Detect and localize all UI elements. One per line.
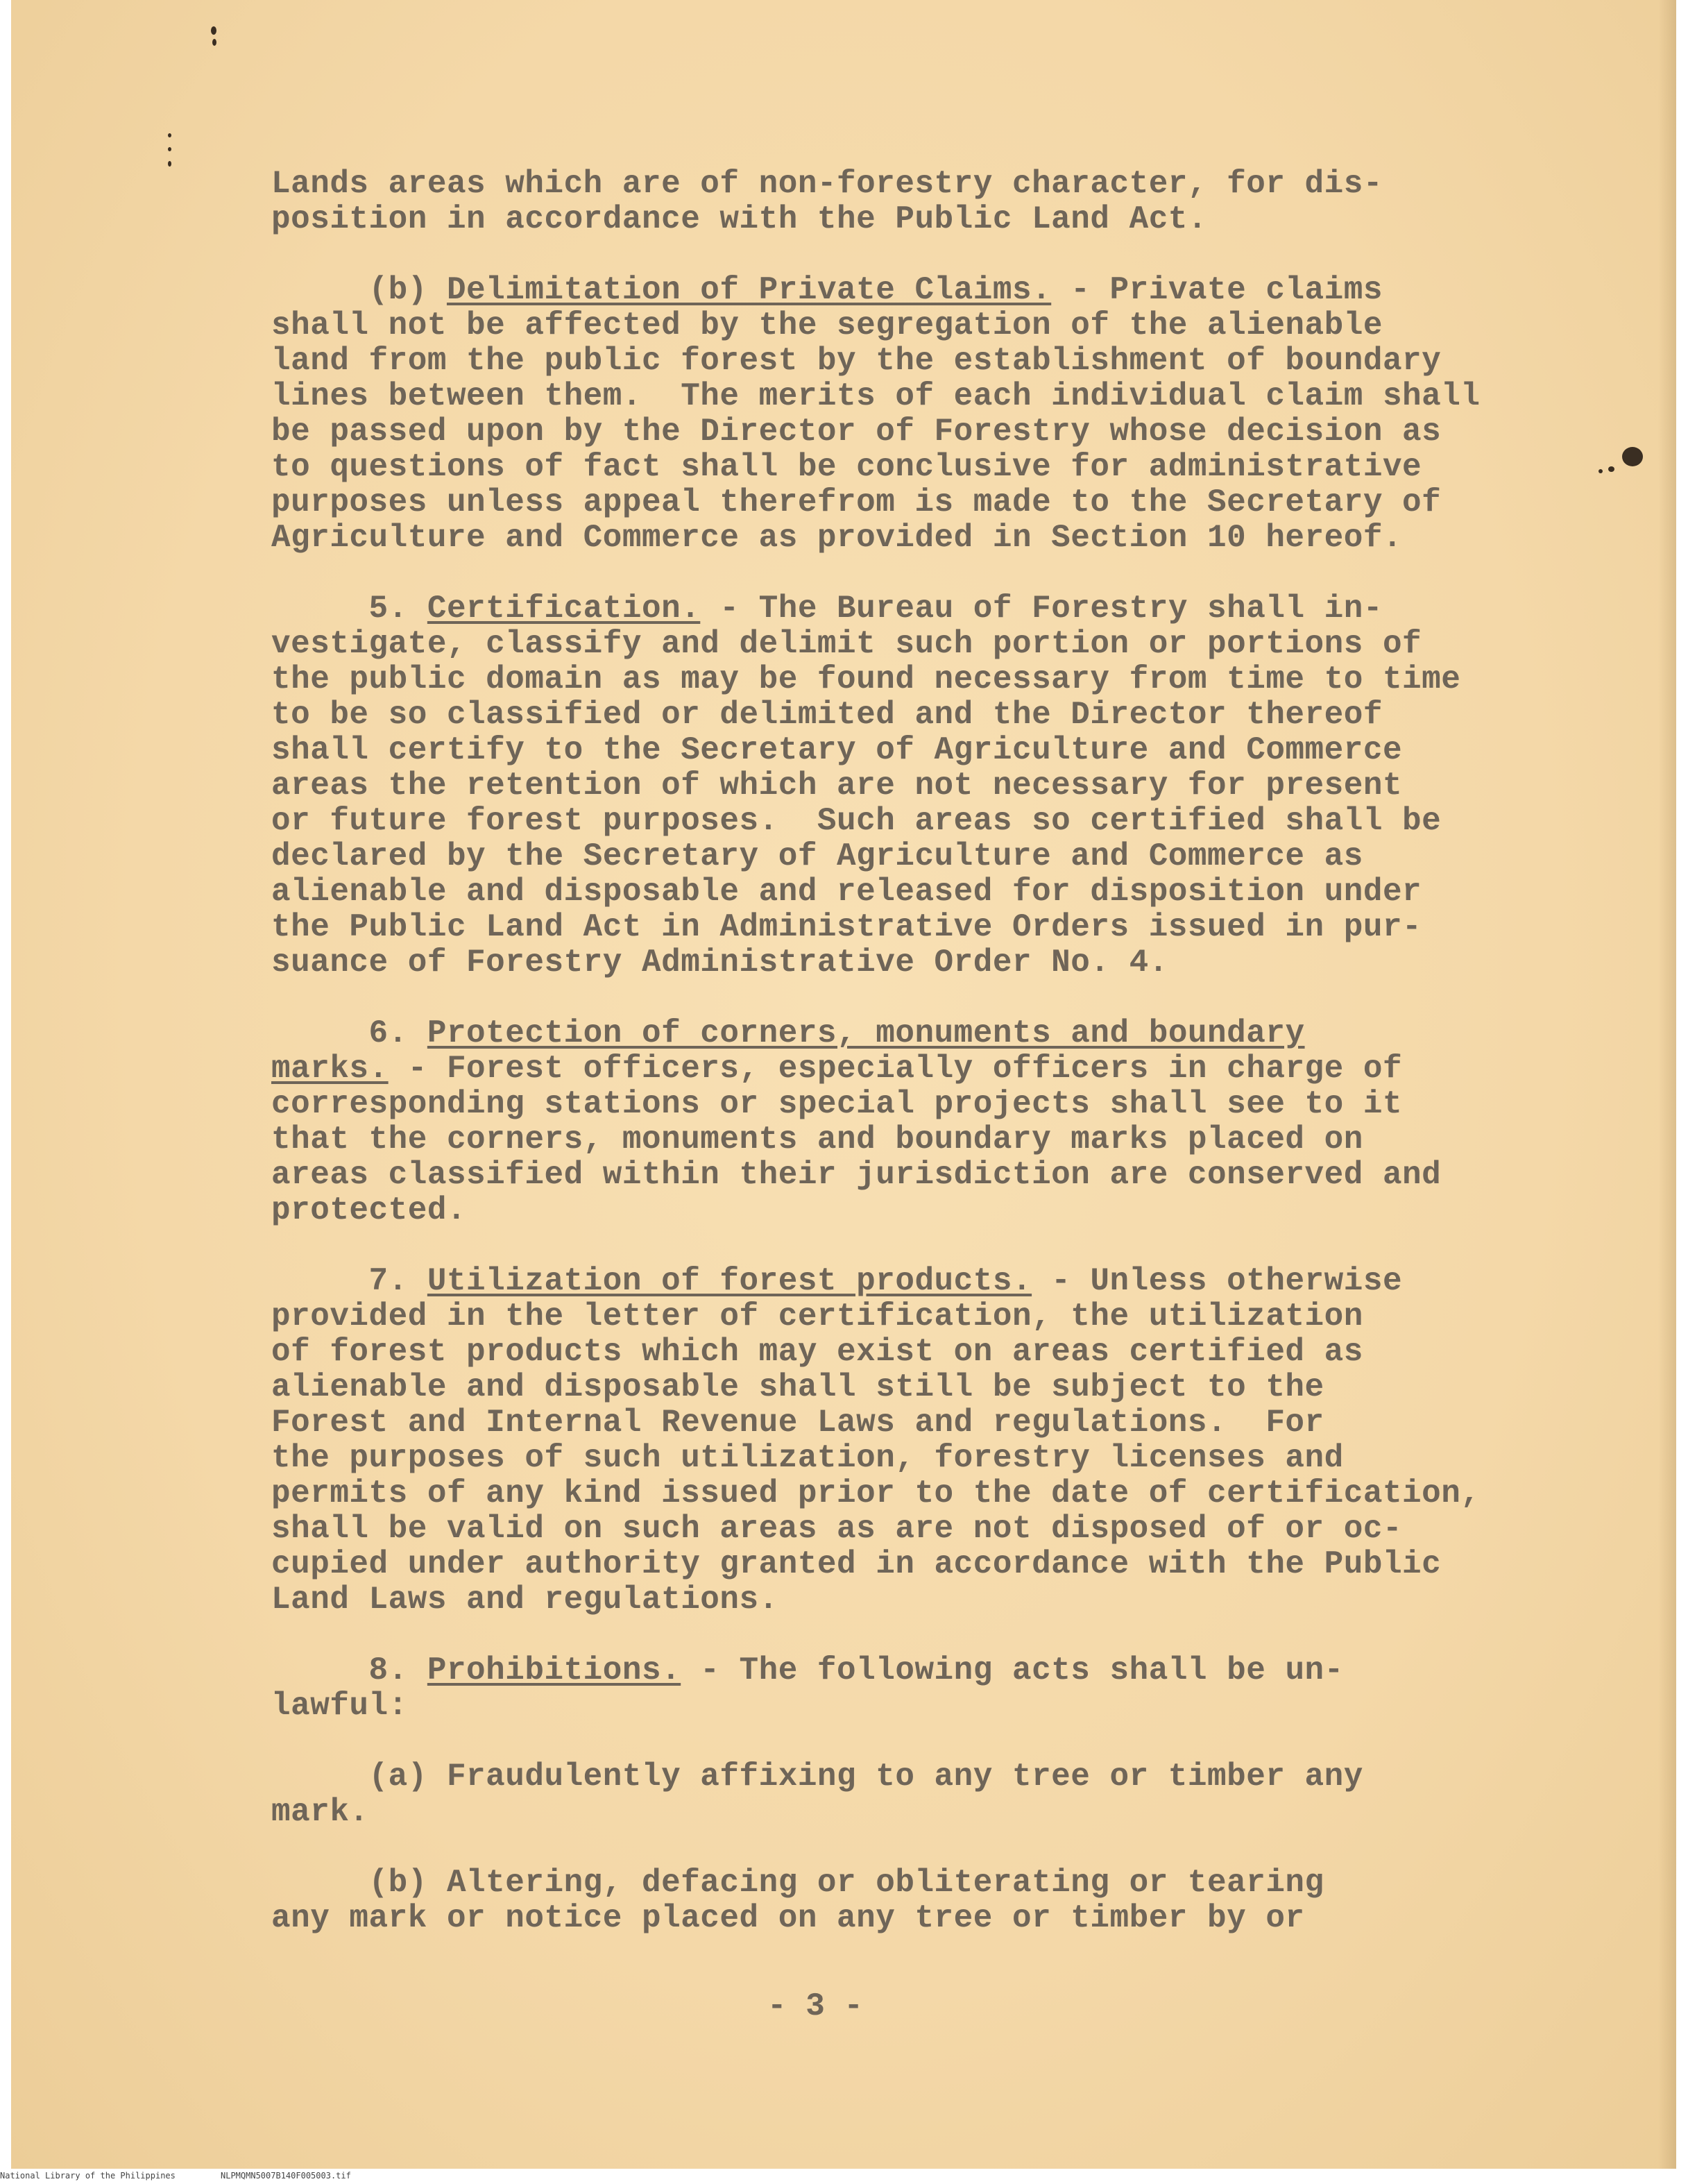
text-run: or future forest purposes. Such areas so certified shall be (271, 803, 1442, 839)
document-body-text (271, 167, 1589, 1936)
text-run: lawful: (271, 1688, 408, 1724)
scan-footer (0, 2171, 351, 2181)
text-line (271, 768, 1589, 804)
text-run: land from the public forest by the establishment of boundary (271, 343, 1442, 379)
text-run: Lands areas which are of non-forestry character, for dis- (271, 166, 1383, 202)
text-line (271, 627, 1589, 662)
text-run: corresponding stations or special projects shall see to it (271, 1086, 1403, 1122)
paragraph (271, 591, 1589, 981)
text-run: - Private claims (1051, 272, 1383, 308)
text-line (271, 1901, 1589, 1936)
section-heading: Protection of corners, monuments and boundary (427, 1015, 1305, 1051)
text-run: of forest products which may exist on areas certified as (271, 1334, 1363, 1370)
paragraph (271, 1264, 1589, 1618)
section-heading: Utilization of forest products. (427, 1263, 1032, 1299)
text-run: purposes unless appeal therefrom is made to the Secretary of (271, 484, 1442, 520)
text-run: cupied under authority granted in accordance with the Public (271, 1546, 1442, 1582)
text-line (271, 733, 1589, 768)
text-run: Agriculture and Commerce as provided in Section 10 hereof. (271, 520, 1403, 556)
text-line (271, 308, 1589, 344)
ink-speck (1599, 469, 1603, 473)
text-line (271, 167, 1589, 202)
document-page (11, 0, 1676, 2169)
text-run: that the corners, monuments and boundary marks placed on (271, 1121, 1363, 1158)
text-line (271, 910, 1589, 945)
text-run: areas classified within their jurisdiction are conserved and (271, 1157, 1442, 1193)
text-run: the Public Land Act in Administrative Orders issued in pur- (271, 909, 1422, 945)
text-line (271, 202, 1589, 237)
text-line (271, 697, 1589, 733)
text-line (271, 1476, 1589, 1512)
ink-speck (212, 39, 216, 46)
text-run: to questions of fact shall be conclusive for administrative (271, 449, 1422, 485)
text-line (271, 1016, 1589, 1051)
text-run: be passed upon by the Director of Forestry whose decision as (271, 414, 1442, 450)
paragraph-gap (271, 981, 1589, 1016)
text-line (271, 804, 1589, 839)
paragraph-gap (271, 237, 1589, 273)
paragraph-gap (271, 556, 1589, 591)
footer-organization: National Library of the Philippines (0, 2171, 176, 2181)
text-line (271, 1264, 1589, 1299)
text-line (271, 1759, 1589, 1795)
text-run: areas the retention of which are not necessary for present (271, 768, 1403, 804)
text-run: provided in the letter of certification, the utilization (271, 1298, 1363, 1335)
text-run: alienable and disposable and released for disposition under (271, 874, 1422, 910)
text-run: declared by the Secretary of Agriculture and Commerce as (271, 838, 1363, 874)
text-run: the public domain as may be found necessary from time to time (271, 661, 1461, 697)
ink-blot (1622, 447, 1643, 466)
text-run: (b) Altering, defacing or obliterating or tearing (271, 1865, 1324, 1901)
paragraph-gap (271, 1724, 1589, 1759)
ink-speck (211, 26, 216, 35)
ink-speck (168, 161, 171, 167)
paragraph-gap (271, 1228, 1589, 1264)
text-line (271, 520, 1589, 556)
text-run: - Forest officers, especially officers in charge of (388, 1051, 1403, 1087)
ink-speck (168, 147, 171, 151)
text-run: (b) (271, 272, 447, 308)
paragraph (271, 167, 1589, 237)
text-run: protected. (271, 1192, 467, 1228)
text-line (271, 1441, 1589, 1476)
text-run: 5. (271, 591, 427, 627)
text-run: lines between them. The merits of each individual claim shall (271, 378, 1481, 414)
section-heading: Certification. (427, 591, 701, 627)
text-run: to be so classified or delimited and the Director thereof (271, 697, 1383, 733)
paragraph-gap (271, 1618, 1589, 1653)
ink-speck (1608, 466, 1614, 472)
text-line (271, 1158, 1589, 1193)
text-run: (a) Fraudulently affixing to any tree or timber any (271, 1759, 1363, 1795)
text-line (271, 1299, 1589, 1335)
footer-filename: NLPMQMN5007B140F005003.tif (221, 2171, 351, 2181)
text-line (271, 1051, 1589, 1087)
text-line (271, 1547, 1589, 1582)
text-line (271, 1653, 1589, 1688)
text-line (271, 1405, 1589, 1441)
text-line (271, 273, 1589, 308)
text-line (271, 1582, 1589, 1618)
paragraph (271, 273, 1589, 556)
text-line (271, 450, 1589, 485)
section-heading: Delimitation of Private Claims. (446, 272, 1052, 308)
text-line (271, 1087, 1589, 1122)
text-run: 8. (271, 1652, 427, 1688)
text-run: alienable and disposable shall still be subject to the (271, 1369, 1324, 1405)
text-line (271, 414, 1589, 450)
text-run: suance of Forestry Administrative Order No. 4. (271, 945, 1168, 981)
text-run: - The following acts shall be un- (681, 1652, 1344, 1688)
text-run: vestigate, classify and delimit such portion or portions of (271, 626, 1422, 662)
section-heading: Prohibitions. (427, 1652, 681, 1688)
paragraph (271, 1653, 1589, 1724)
text-line (271, 485, 1589, 520)
text-line (271, 1122, 1589, 1158)
text-run: any mark or notice placed on any tree or timber by or (271, 1900, 1305, 1936)
paragraph-gap (271, 1830, 1589, 1865)
page-number: - 3 - (767, 1988, 864, 2024)
text-line (271, 344, 1589, 379)
text-line (271, 945, 1589, 981)
text-run: 6. (271, 1015, 427, 1051)
text-run: permits of any kind issued prior to the date of certification, (271, 1475, 1481, 1512)
page-edge-shadow (1658, 0, 1676, 2169)
paragraph (271, 1865, 1589, 1936)
text-line (271, 839, 1589, 874)
text-run: - The Bureau of Forestry shall in- (700, 591, 1383, 627)
text-line (271, 1795, 1589, 1830)
text-line (271, 379, 1589, 414)
text-run: mark. (271, 1794, 369, 1830)
text-run: shall not be affected by the segregation of the alienable (271, 307, 1383, 344)
text-line (271, 1865, 1589, 1901)
paragraph (271, 1016, 1589, 1228)
text-line (271, 1512, 1589, 1547)
paragraph (271, 1759, 1589, 1830)
text-line (271, 1335, 1589, 1370)
text-run: shall certify to the Secretary of Agriculture and Commerce (271, 732, 1403, 768)
text-run: position in accordance with the Public Land Act. (271, 201, 1208, 237)
text-line (271, 1370, 1589, 1405)
text-run: shall be valid on such areas as are not disposed of or oc- (271, 1511, 1403, 1547)
text-line (271, 1193, 1589, 1228)
text-line (271, 874, 1589, 910)
text-line (271, 591, 1589, 627)
text-run: the purposes of such utilization, forestry licenses and (271, 1440, 1344, 1476)
text-run: Land Laws and regulations. (271, 1582, 778, 1618)
section-heading: marks. (271, 1051, 389, 1087)
text-line (271, 662, 1589, 697)
text-run: - Unless otherwise (1032, 1263, 1403, 1299)
text-run: Forest and Internal Revenue Laws and regulations. For (271, 1405, 1324, 1441)
text-line (271, 1688, 1589, 1724)
text-run: 7. (271, 1263, 427, 1299)
ink-speck (168, 133, 171, 137)
